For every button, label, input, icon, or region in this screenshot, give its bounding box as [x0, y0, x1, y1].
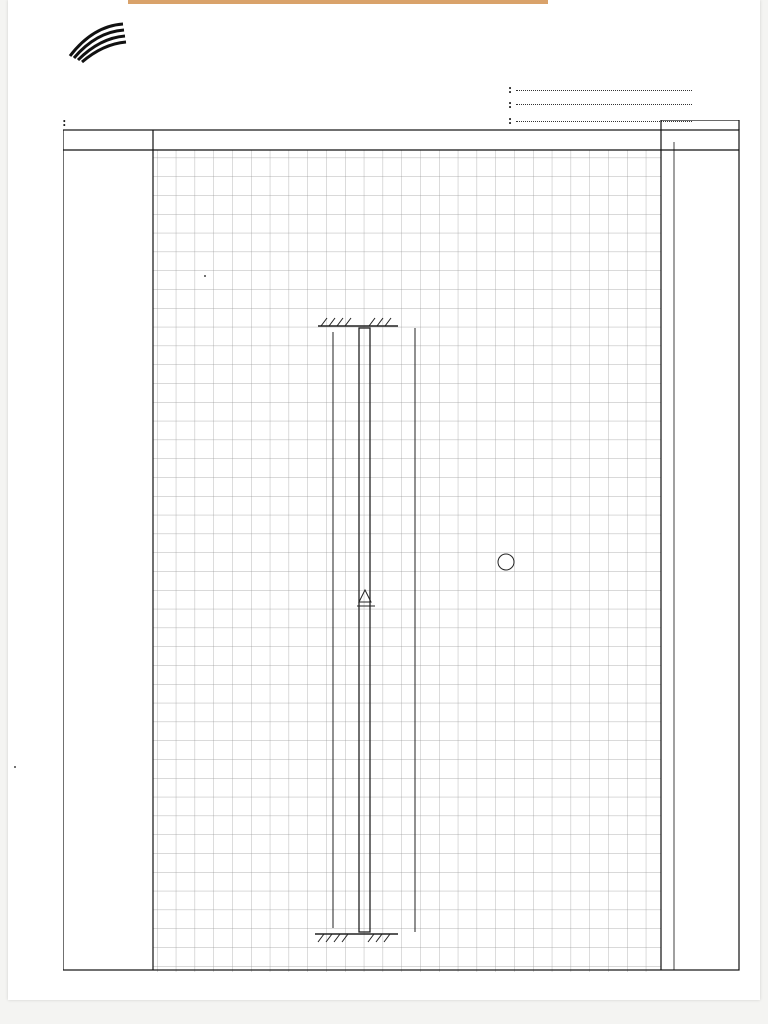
- title-row: :: [56, 115, 67, 129]
- calculation-table: [63, 120, 743, 972]
- calculation-sheet-page: : : : :: [8, 0, 760, 1000]
- university-logo-icon: [68, 16, 238, 64]
- top-color-band: [128, 0, 548, 4]
- grid-area: [153, 150, 661, 972]
